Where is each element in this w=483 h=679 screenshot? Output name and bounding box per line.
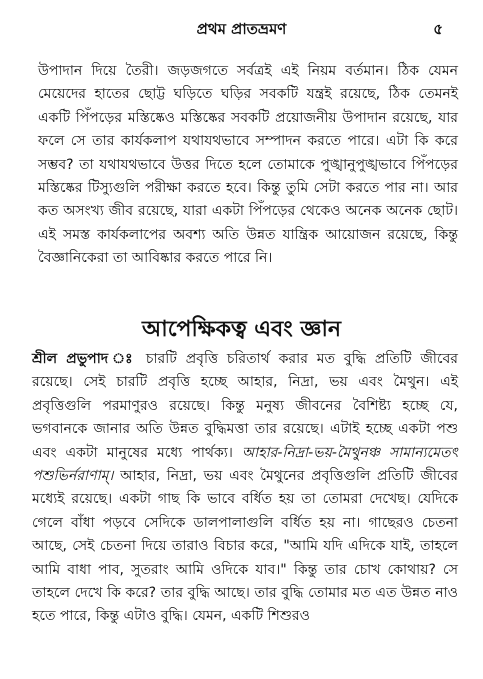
running-title: প্রথম প্রাতভ্রমণ xyxy=(196,20,287,38)
paragraph-text-continued: আহার, নিদ্রা, ভয় এবং মৈথুনের প্রবৃত্তিগুলি প্রতিটি জীবের মধ্যেই রয়েছে। একটা গাছ কি ভাবে বর্ধিত হয় তা তোমরা দেখেছ। যেদিকে গেলে বাঁধা পড়বে সেদিকে ডালপালাগুলি বর্ধিত হয় না। গাছেরও চেতনা আছে, সেই চেতনা দিয়ে তারাও বিচার করে, "আমি যদি এদিকে যাই, তাহলে আমি বাধা পাব, সুতরাং আমি ওদিকে যাব।" কিন্তু তার চোখ কোথায়? সে তাহলে দেখে কি করে? তার বুদ্ধি আছে। তার বুদ্ধি তোমার মত এত উন্নত নাও হতে পারে, কিন্তু এটাও বুদ্ধি। যেমন, একটি শিশুরও xyxy=(32,468,458,625)
paragraph-text: চারটি প্রবৃত্তি চরিতার্থ করার মত বুদ্ধি প্রতিটি জীবের রয়েছে। সেই চারটি প্রবৃত্তি হচ্ছে আহার, নিদ্রা, ভয় এবং মৈথুন। এই প্রবৃত্তিগুলি পরমাণুরও রয়েছে। কিন্তু মনুষ্য জীবনের বৈশিষ্ট্য হচ্ছে যে, ভগবানকে জানার অতি উন্নত বুদ্ধিমত্তা তার রয়েছে। এটাই হচ্ছে একটা পশু এবং একটা মানুষের মধ্যে পার্থক্য। xyxy=(32,351,459,461)
sanskrit-quote: আহার-নিদ্রা-ভয়-মৈথুনঞ্চ সামান্যমেতৎ পশুভির্নরাণাম্। xyxy=(32,444,458,485)
page-number: ৫ xyxy=(433,20,443,38)
speaker-name: শ্রীল প্রভুপাদ ঃ xyxy=(32,351,137,367)
page-header xyxy=(0,18,483,42)
body-paragraph-1: উপাদান দিয়ে তৈরী। জড়জগতে সর্বত্রই এই নিয়ম বর্তমান। ঠিক যেমন মেয়েদের হাতের ছোট্ট ঘড়িতে ঘড়ির সবকটি যন্ত্রই রয়েছে, ঠিক তেমনই একটি পিঁপড়ের মস্তিষ্কেও মস্তিষ্কের সবকটি প্রয়োজনীয় উপাদান রয়েছে, যার ফলে সে তার কার্যকলাপ যথাযথভাবে সম্পাদন করতে পারে। এটা কি করে সম্ভব? তা যথাযথভাবে উত্তর দিতে হলে তোমাকে পুঙ্খানুপুঙ্খভাবে পিঁপড়ের মস্তিষ্কের টিস্যুগুলি পরীক্ষা করতে হবে। কিন্তু তুমি সেটা করতে পার না। আর কত অসংখ্য জীব রয়েছে, যারা একটা পিঁপড়ের থেকেও অনেক অনেক ছোট। এই সমস্ত কার্যকলাপের অবশ্য অতি উন্নত যান্ত্রিক আয়োজন রয়েছে, কিন্তু বৈজ্ঞানিকেরা তা আবিষ্কার করতে পারে নি। xyxy=(38,63,458,267)
body-paragraph-2 xyxy=(32,348,458,629)
section-title: আপেক্ষিকত্ব এবং জ্ঞান xyxy=(142,317,341,342)
